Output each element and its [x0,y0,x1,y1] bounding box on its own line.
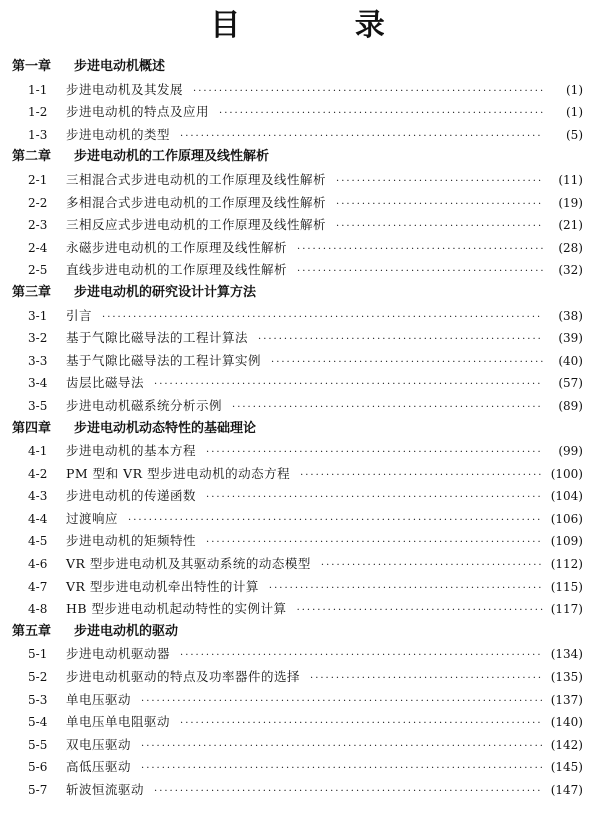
section-title: 基于气隙比磁导法的工程计算实例 [66,352,262,368]
section-title: 单电压单电阻驱动 [66,714,171,730]
page-number: (19) [558,195,583,210]
toc-entry[interactable] [12,305,583,328]
chapter-title: 步进电动机动态特性的基础理论 [74,420,257,436]
chapter-heading [12,418,583,441]
dot-leader [269,578,543,601]
section-title: 斩波恒流驱动 [66,782,145,797]
toc-entry[interactable] [12,192,583,215]
dot-leader [297,261,543,284]
toc-entry[interactable] [12,689,583,712]
page-number: (21) [558,218,583,233]
section-number: 4-6 [28,557,48,572]
toc-entry[interactable] [12,576,583,599]
dot-leader [154,781,543,804]
section-title: 引言 [66,307,93,323]
section-number: 2-1 [28,172,48,187]
section-title: VR 型步进电动机牵出特性的计算 [66,578,259,594]
section-number: 2-4 [28,240,48,255]
chapter-heading [12,282,583,305]
toc-entry[interactable] [12,237,583,260]
chapter-heading [12,146,583,169]
section-number: 4-2 [28,466,48,481]
page-number: (32) [558,263,583,278]
dot-leader [141,736,543,759]
toc-entry[interactable] [12,372,583,395]
toc-entry[interactable] [12,463,583,486]
section-title: 永磁步进电动机的工作原理及线性解析 [66,239,288,255]
page-number: (40) [558,353,583,368]
section-number: 5-3 [28,692,48,707]
section-title: 步进电动机的特点及应用 [66,104,210,120]
toc-entry[interactable] [12,485,583,508]
toc-entry[interactable] [12,395,583,418]
section-number: 2-3 [28,218,48,233]
dot-leader [128,510,543,533]
section-title: 双电压驱动 [66,736,132,752]
chapter-title: 步进电动机的工作原理及线性解析 [74,149,270,165]
dot-leader [336,194,543,217]
dot-leader [321,555,543,578]
dot-leader [141,758,543,781]
chapter-number: 第二章 [12,149,52,165]
page-number: (57) [558,376,583,391]
page-number: (11) [558,172,583,187]
section-number: 5-5 [28,737,48,752]
toc-entry[interactable] [12,169,583,192]
section-number: 1-3 [28,127,48,142]
section-title: 齿层比磁导法 [66,375,145,391]
section-number: 4-8 [28,602,48,617]
section-title: 步进电动机的基本方程 [66,443,197,459]
page-number: (89) [558,398,583,413]
page-number: (137) [550,692,583,707]
section-title: VR 型步进电动机及其驱动系统的动态模型 [66,556,311,572]
dot-leader [336,216,543,239]
page-number: (112) [550,557,583,572]
section-number: 4-1 [28,444,48,459]
toc-entry[interactable] [12,643,583,666]
page-number: (38) [558,308,583,323]
dot-leader [206,532,543,555]
chapter-title: 步进电动机的驱动 [74,623,179,639]
section-number: 5-2 [28,670,48,685]
dot-leader [102,307,543,330]
page-number: (104) [550,489,583,504]
section-number: 4-7 [28,579,48,594]
page-number: (39) [558,331,583,346]
section-title: 过渡响应 [66,510,119,526]
page-number: (99) [558,444,583,459]
section-number: 3-4 [28,376,48,391]
page-number: (106) [550,511,583,526]
toc-entry[interactable] [12,124,583,147]
dot-leader [232,397,543,420]
chapter-number: 第五章 [12,623,52,639]
page-number: (28) [558,240,583,255]
section-number: 5-4 [28,715,48,730]
toc-entry[interactable] [12,350,583,373]
section-title: 单电压驱动 [66,691,132,707]
chapter-heading [12,56,583,79]
section-title: 直线步进电动机的工作原理及线性解析 [66,262,288,278]
page-number: (109) [550,534,583,549]
toc-entry[interactable] [12,734,583,757]
page-number: (5) [566,127,583,142]
dot-leader [300,465,543,488]
section-number: 5-1 [28,647,48,662]
toc-entry[interactable] [12,79,583,102]
chapter-title: 步进电动机概述 [74,59,166,74]
page-number: (1) [566,105,583,120]
dot-leader [154,374,543,397]
page-number: (135) [550,670,583,685]
toc-entry[interactable] [12,327,583,350]
section-title: 高低压驱动 [66,759,132,775]
toc-entry[interactable] [12,779,583,802]
toc-entry[interactable] [12,553,583,576]
dot-leader [206,487,543,510]
section-number: 5-7 [28,783,48,797]
dot-leader [180,645,543,668]
section-title: 步进电动机磁系统分析示例 [66,397,223,413]
toc-entry[interactable] [12,214,583,237]
dot-leader [219,103,543,126]
page-number: (142) [550,737,583,752]
chapter-number: 第三章 [12,284,52,300]
toc-entry[interactable] [12,440,583,463]
dot-leader [297,600,543,623]
dot-leader [336,171,543,194]
section-number: 1-1 [28,82,48,97]
toc-entry[interactable] [12,101,583,124]
section-title: PM 型和 VR 型步进电动机的动态方程 [66,465,291,481]
dot-leader [310,668,543,691]
section-title: 步进电动机的类型 [66,126,171,142]
section-number: 2-5 [28,263,48,278]
section-title: 三相混合式步进电动机的工作原理及线性解析 [66,171,327,187]
section-title: 基于气隙比磁导法的工程计算法 [66,330,249,346]
dot-leader [141,691,543,714]
section-title: 步进电动机的矩频特性 [66,533,197,549]
chapter-heading [12,621,583,644]
section-title: 三相反应式步进电动机的工作原理及线性解析 [66,217,327,233]
page-number: (117) [550,602,583,617]
section-number: 1-2 [28,105,48,120]
section-number: 5-6 [28,760,48,775]
toc-entry[interactable] [12,598,583,621]
section-title: 步进电动机驱动器 [66,646,171,662]
page-number: (115) [550,579,583,594]
chapter-title: 步进电动机的研究设计计算方法 [74,284,257,300]
section-number: 2-2 [28,195,48,210]
toc-entry[interactable] [12,508,583,531]
toc-entry[interactable] [12,711,583,734]
section-number: 4-4 [28,511,48,526]
toc-entry[interactable] [12,259,583,282]
dot-leader [271,352,543,375]
section-title: 步进电动机驱动的特点及功率器件的选择 [66,669,301,685]
section-title: 步进电动机的传递函数 [66,488,197,504]
dot-leader [206,442,543,465]
toc-entry[interactable] [12,756,583,779]
page-number: (134) [550,647,583,662]
chapter-number: 第四章 [12,420,52,436]
toc-entry[interactable] [12,530,583,553]
table-of-contents [12,56,583,802]
section-number: 3-1 [28,308,48,323]
page-number: (145) [550,760,583,775]
section-title: HB 型步进电动机起动特性的实例计算 [66,601,287,617]
dot-leader [193,81,543,104]
page-number: (100) [550,466,583,481]
section-number: 3-3 [28,353,48,368]
dot-leader [297,239,543,262]
section-title: 步进电动机及其发展 [66,81,184,97]
page-title: 目 录 [210,8,437,43]
toc-entry[interactable] [12,666,583,689]
dot-leader [180,126,543,149]
section-number: 4-5 [28,534,48,549]
dot-leader [180,713,543,736]
page-number: (147) [550,783,583,797]
page-number: (140) [550,715,583,730]
section-number: 4-3 [28,489,48,504]
dot-leader [258,329,543,352]
section-number: 3-5 [28,398,48,413]
page-number: (1) [566,82,583,97]
section-number: 3-2 [28,331,48,346]
section-title: 多相混合式步进电动机的工作原理及线性解析 [66,194,327,210]
chapter-number: 第一章 [12,59,52,74]
